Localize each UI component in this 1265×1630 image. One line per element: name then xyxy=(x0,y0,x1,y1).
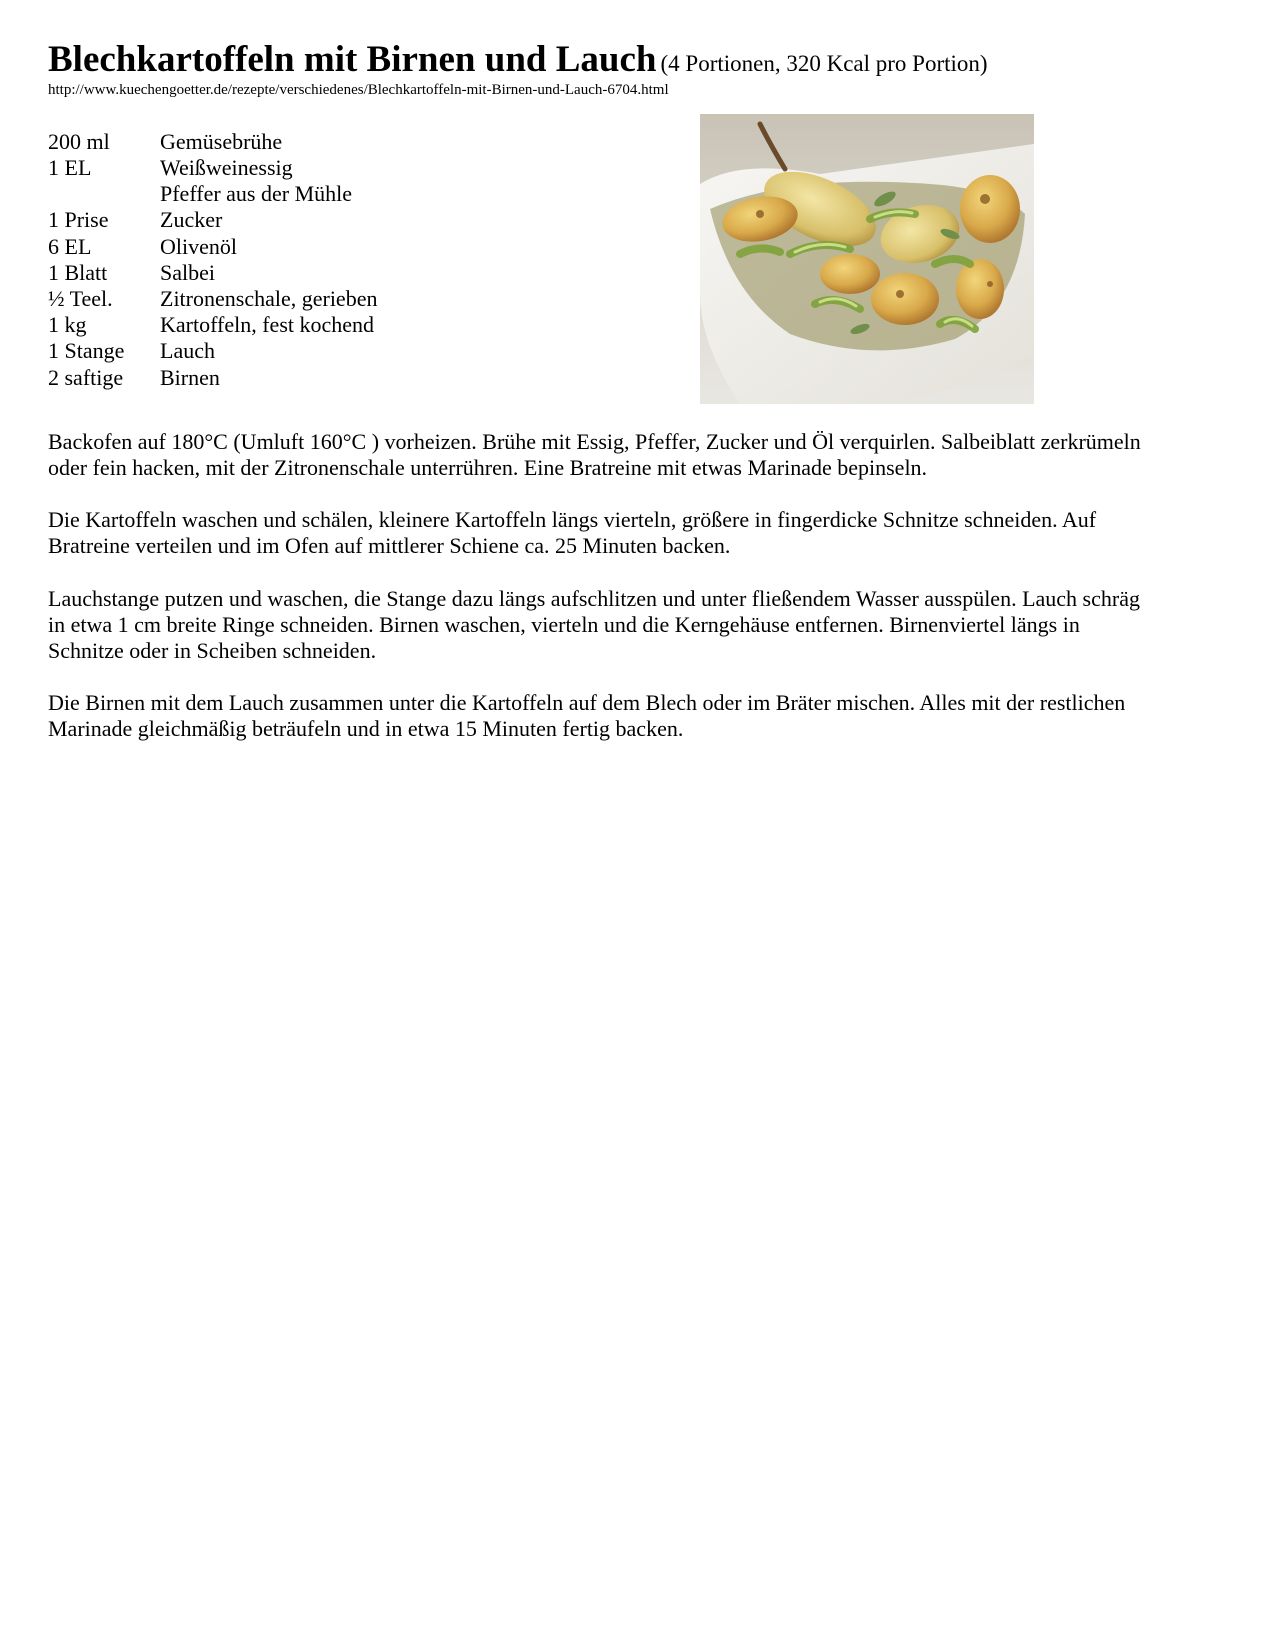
ingredient-quantity: 1 kg xyxy=(48,312,87,338)
recipe-title: Blechkartoffeln mit Birnen und Lauch xyxy=(48,39,657,80)
step-paragraph: Backofen auf 180°C (Umluft 160°C ) vorheizen. Brühe mit Essig, Pfeffer, Zucker und Öl verquirlen. Salbeiblatt zerkrümeln oder fein hacken, mit der Zitronenschale unterrühren. Eine Bratreine mit etwas Marinade bepinseln. xyxy=(48,428,1141,480)
ingredient-name: Kartoffeln, fest kochend xyxy=(160,312,375,338)
ingredient-row xyxy=(48,234,377,260)
ingredient-name: Zucker xyxy=(160,207,223,233)
ingredient-name: Olivenöl xyxy=(160,233,237,259)
preparation-steps xyxy=(48,429,1158,743)
ingredient-name: Birnen xyxy=(160,364,220,390)
recipe-page xyxy=(48,40,1228,769)
ingredient-row xyxy=(48,207,377,233)
ingredient-name: Weißweinessig xyxy=(160,154,293,180)
step-paragraph: Die Birnen mit dem Lauch zusammen unter die Kartoffeln auf dem Blech oder im Bräter mischen. Alles mit der restlichen Marinade gleichmäßig beträufeln und in etwa 15 Minuten fertig backen. xyxy=(48,690,1126,742)
potato-piece xyxy=(820,254,880,294)
ingredient-row xyxy=(48,155,377,181)
potato-piece xyxy=(960,175,1020,243)
ingredient-name: Lauch xyxy=(160,338,215,364)
ingredient-quantity: 1 EL xyxy=(48,154,92,180)
ingredient-name: Pfeffer aus der Mühle xyxy=(160,181,353,207)
ingredient-quantity: 6 EL xyxy=(48,233,92,259)
ingredient-quantity: ½ Teel. xyxy=(48,285,113,311)
ingredient-row xyxy=(48,338,377,364)
ingredient-name: Salbei xyxy=(160,259,215,285)
ingredient-row xyxy=(48,260,377,286)
ingredient-row xyxy=(48,286,377,312)
source-url: http://www.kuechengoetter.de/rezepte/verschiedenes/Blechkartoffeln-mit-Birnen-und-Lauch-6704.html xyxy=(48,81,669,98)
ingredient-quantity: 1 Stange xyxy=(48,338,125,364)
dish-illustration xyxy=(700,114,1034,404)
ingredient-name: Zitronenschale, gerieben xyxy=(160,285,378,311)
ingredient-quantity xyxy=(48,181,160,207)
ingredient-row xyxy=(48,181,377,207)
ingredients-section xyxy=(48,129,1228,419)
ingredient-quantity: 2 saftige xyxy=(48,364,124,390)
step-paragraph: Lauchstange putzen und waschen, die Stange dazu längs aufschlitzen und unter fließendem Wasser ausspülen. Lauch schräg in etwa 1 cm breite Ringe schneiden. Birnen waschen, vierteln und die Kerngehäuse entfernen. Birnenviertel längs in Schnitze oder in Scheiben schneiden. xyxy=(48,585,1140,663)
ingredient-row xyxy=(48,365,377,391)
ingredient-name: Gemüsebrühe xyxy=(160,128,283,154)
ingredient-quantity: 1 Blatt xyxy=(48,259,108,285)
ingredient-quantity: 1 Prise xyxy=(48,207,109,233)
title-line xyxy=(48,40,1228,81)
recipe-subtitle: (4 Portionen, 320 Kcal pro Portion) xyxy=(660,51,988,76)
step-paragraph: Die Kartoffeln waschen und schälen, kleinere Kartoffeln längs vierteln, größere in fingerdicke Schnitze schneiden. Auf Bratreine verteilen und im Ofen auf mittlerer Schiene ca. 25 Minuten backen. xyxy=(48,507,1097,559)
potato-piece xyxy=(956,259,1004,319)
ingredient-row xyxy=(48,129,377,155)
ingredient-quantity: 200 ml xyxy=(48,128,110,154)
potato-piece xyxy=(871,273,939,325)
ingredient-row xyxy=(48,312,377,338)
ingredient-list xyxy=(48,129,377,391)
recipe-photo xyxy=(700,114,1034,404)
